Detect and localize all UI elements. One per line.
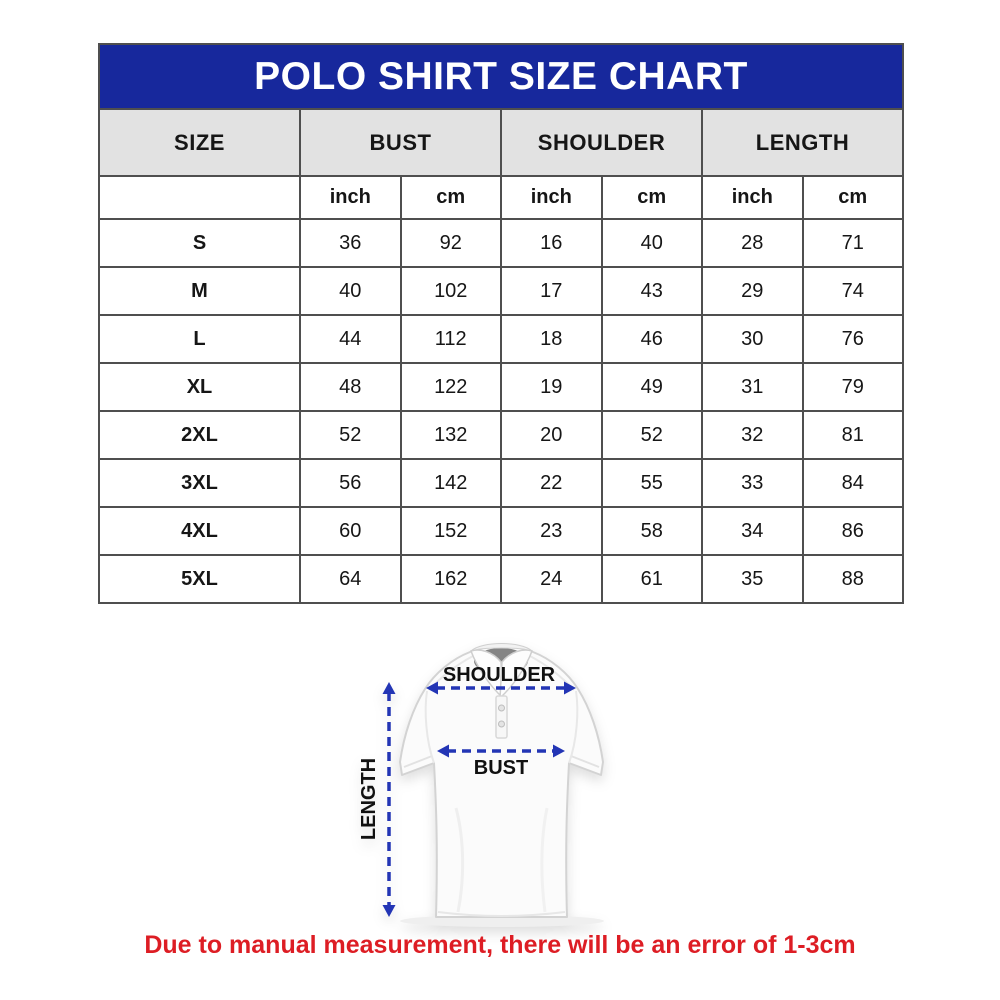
table-row [99,219,903,267]
measurement-cell: 152 [401,507,502,555]
measurement-cell: 112 [401,315,502,363]
size-label: 4XL [99,507,300,555]
measurement-cell: 79 [803,363,904,411]
measurement-cell: 29 [702,267,803,315]
measurement-cell: 84 [803,459,904,507]
measurement-cell: 64 [300,555,401,603]
measurement-cell: 60 [300,507,401,555]
unit-header: cm [602,176,703,219]
size-label: 5XL [99,555,300,603]
blank-cell [99,176,300,219]
page-title: POLO SHIRT SIZE CHART [254,54,748,98]
size-chart [98,43,904,604]
table-row [99,507,903,555]
measurement-cell: 74 [803,267,904,315]
table-row [99,363,903,411]
measurement-cell: 30 [702,315,803,363]
measurement-cell: 23 [501,507,602,555]
measurement-cell: 32 [702,411,803,459]
size-label: XL [99,363,300,411]
measurement-cell: 20 [501,411,602,459]
measurement-cell: 61 [602,555,703,603]
col-header-shoulder: SHOULDER [501,109,702,176]
chart-title-bar [98,43,904,108]
col-header-size: SIZE [99,109,300,176]
measurement-cell: 142 [401,459,502,507]
table-row [99,555,903,603]
size-label: L [99,315,300,363]
measurement-cell: 92 [401,219,502,267]
measurement-cell: 31 [702,363,803,411]
measurement-cell: 19 [501,363,602,411]
button [499,721,505,727]
table-row [99,459,903,507]
size-label: 2XL [99,411,300,459]
measurement-cell: 34 [702,507,803,555]
measurement-cell: 24 [501,555,602,603]
unit-header: cm [803,176,904,219]
placket [496,696,507,738]
table-row [99,267,903,315]
measurement-cell: 58 [602,507,703,555]
measurement-cell: 49 [602,363,703,411]
measurement-cell: 33 [702,459,803,507]
bust-label: BUST [473,757,529,779]
measurement-cell: 17 [501,267,602,315]
measurement-cell: 56 [300,459,401,507]
measurement-cell: 36 [300,219,401,267]
measurement-cell: 52 [602,411,703,459]
measurement-cell: 81 [803,411,904,459]
measurement-cell: 162 [401,555,502,603]
button [499,705,505,711]
col-header-bust: BUST [300,109,501,176]
size-label: 3XL [99,459,300,507]
measurement-cell: 46 [602,315,703,363]
unit-header: inch [300,176,401,219]
measurement-cell: 88 [803,555,904,603]
measurement-cell: 40 [300,267,401,315]
measurement-cell: 40 [602,219,703,267]
table-row [99,315,903,363]
length-measure-arrow [383,682,396,917]
shoulder-label: SHOULDER [442,664,556,686]
table-header-row [99,109,903,176]
measurement-cell: 132 [401,411,502,459]
measurement-cell: 28 [702,219,803,267]
col-header-length: LENGTH [702,109,903,176]
measurement-cell: 43 [602,267,703,315]
measurement-cell: 86 [803,507,904,555]
size-label: M [99,267,300,315]
unit-header-row [99,176,903,219]
measurement-cell: 16 [501,219,602,267]
polo-shirt-diagram [330,636,690,952]
measurement-cell: 102 [401,267,502,315]
measurement-cell: 18 [501,315,602,363]
length-label: LENGTH [358,757,380,841]
measurement-cell: 44 [300,315,401,363]
unit-header: cm [401,176,502,219]
measurement-cell: 22 [501,459,602,507]
measurement-cell: 55 [602,459,703,507]
measurement-cell: 76 [803,315,904,363]
unit-header: inch [702,176,803,219]
table-row [99,411,903,459]
measurement-cell: 52 [300,411,401,459]
unit-header: inch [501,176,602,219]
size-label: S [99,219,300,267]
measurement-cell: 122 [401,363,502,411]
measurement-cell: 35 [702,555,803,603]
size-table [98,108,904,604]
measurement-note: Due to manual measurement, there will be an error of 1-3cm [144,931,856,959]
measurement-cell: 71 [803,219,904,267]
measurement-cell: 48 [300,363,401,411]
